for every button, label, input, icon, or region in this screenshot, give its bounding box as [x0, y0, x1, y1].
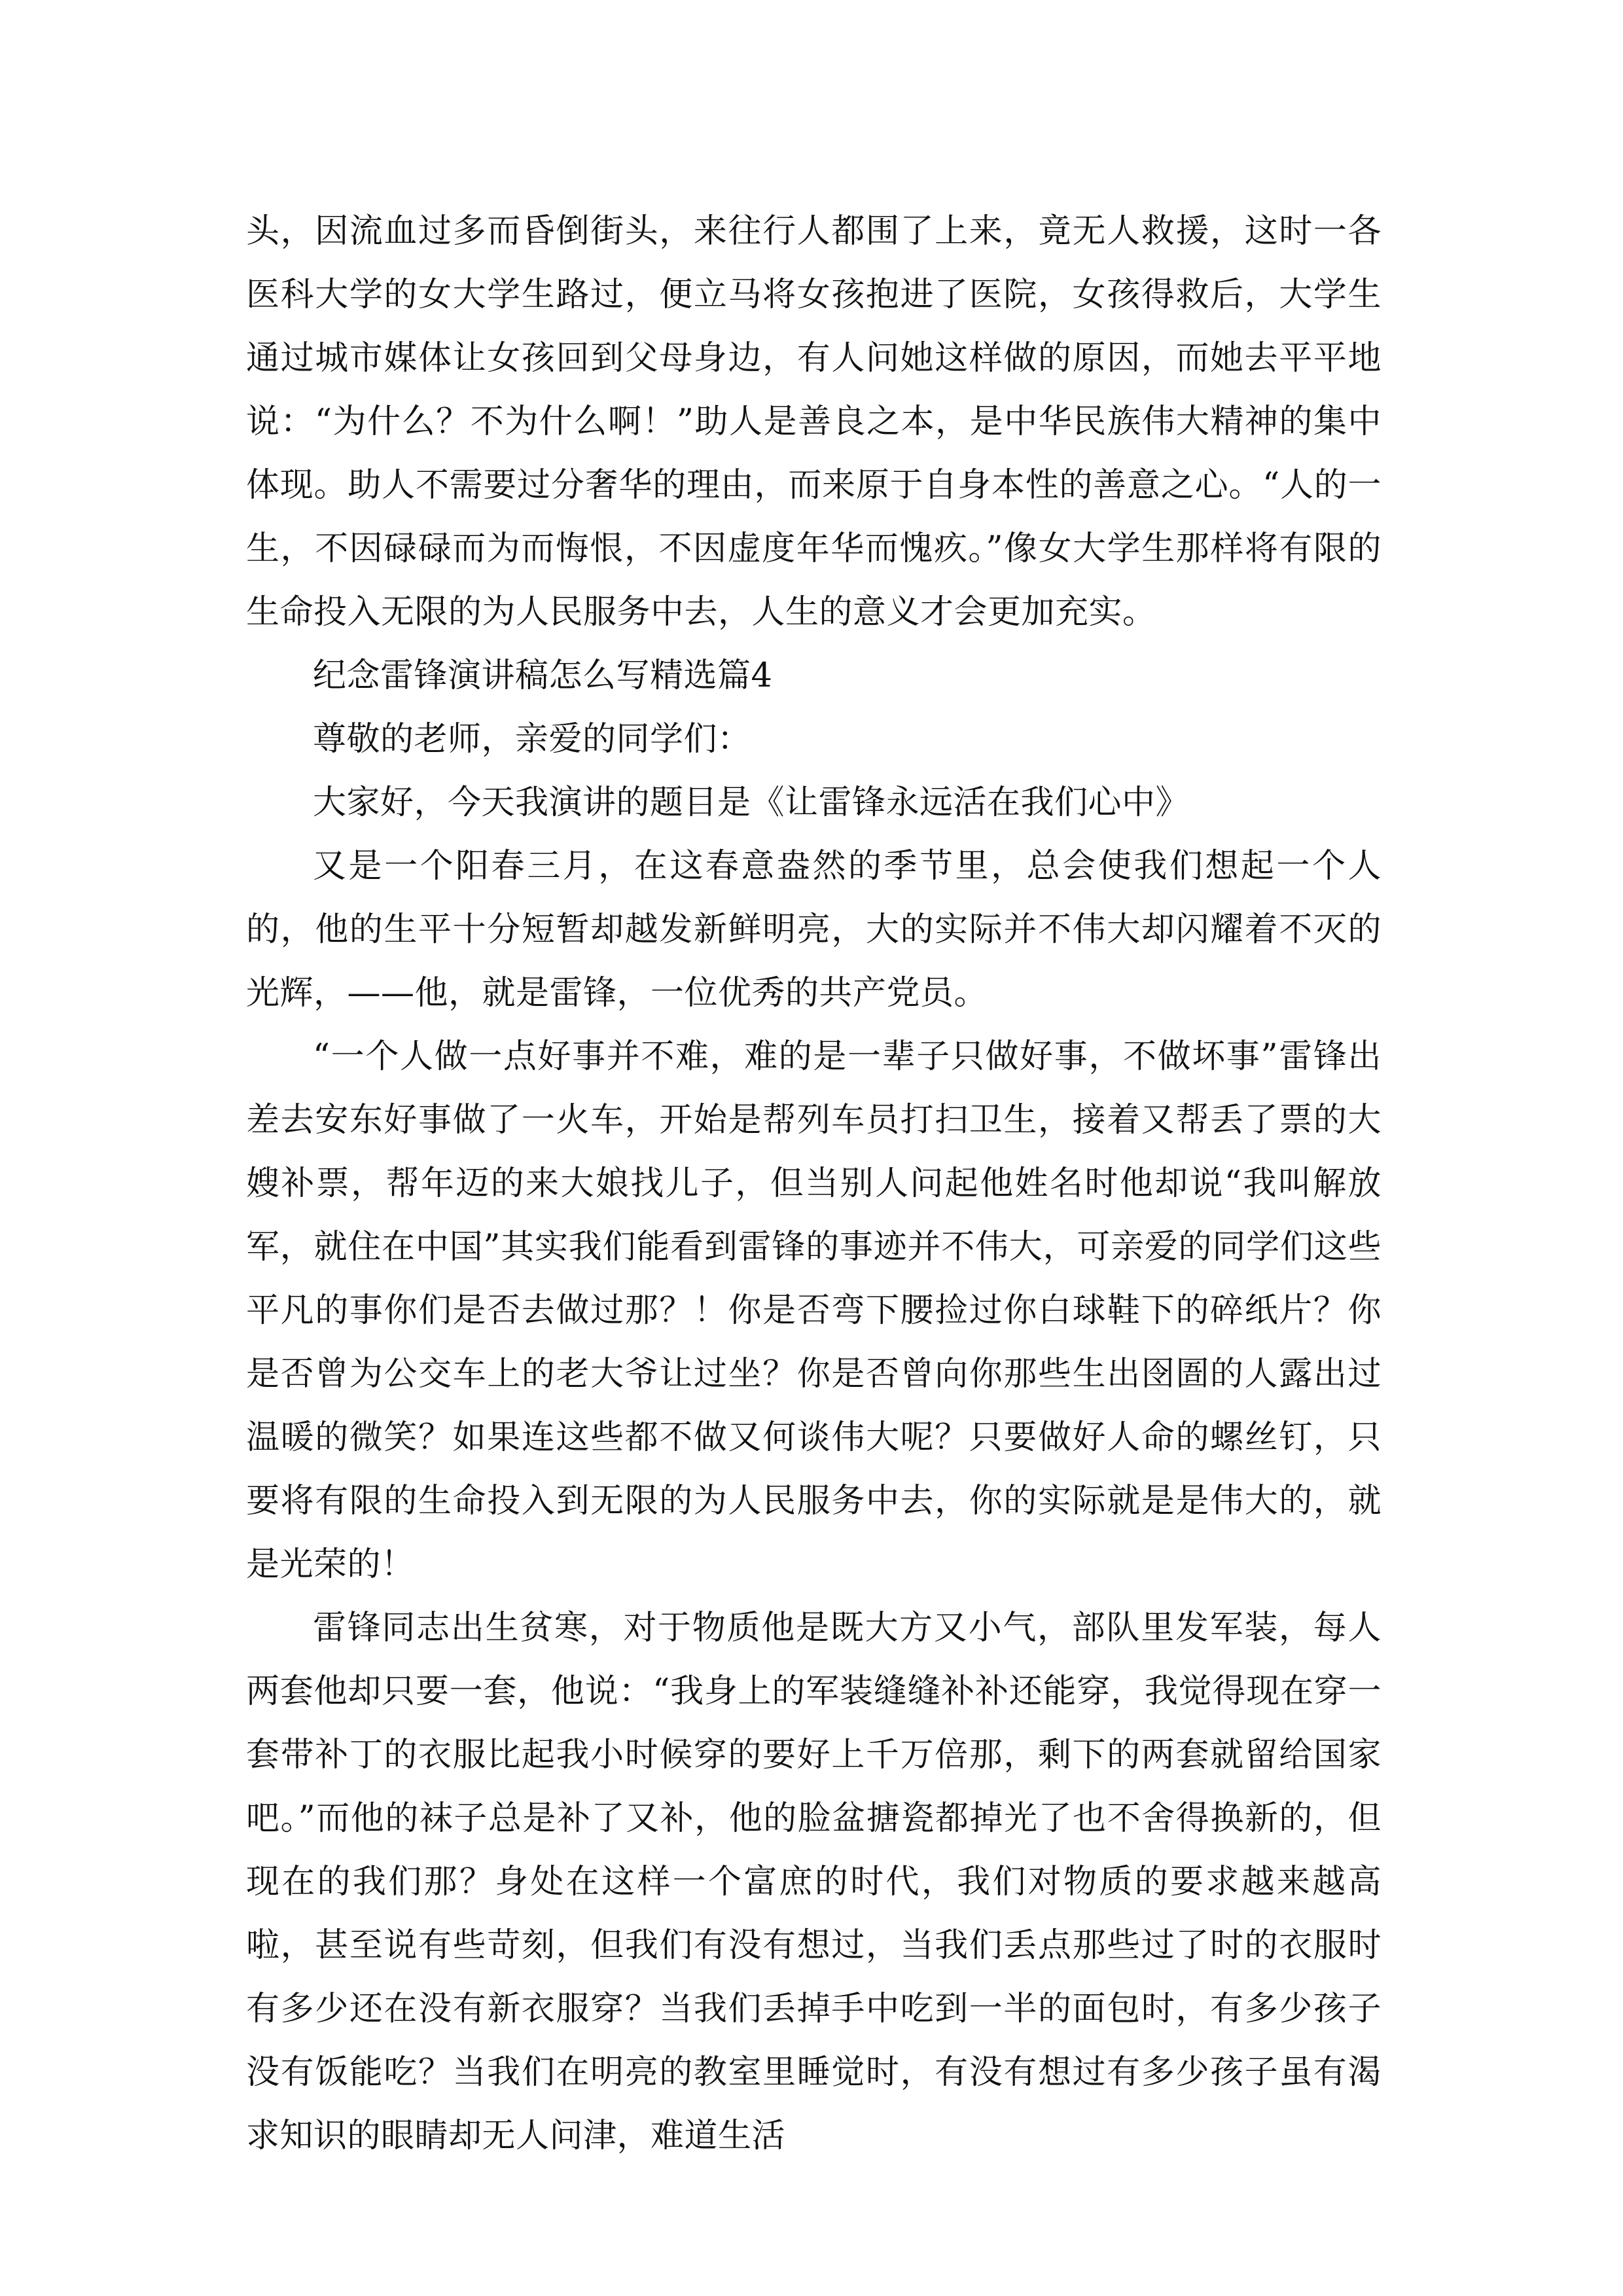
paragraph: “一个人做一点好事并不难，难的是一辈子只做好事，不做坏事”雷锋出差去安东好事做了一火车，开始是帮列车员打扫卫生，接着又帮丢了票的大嫂补票，帮年迈的来大娘找儿子，但当别人问起他姓名时他却说“我叫解放军，就住在中国”其实我们能看到雷锋的事迹并不伟大，可亲爱的同学们这些平凡的事你们是否去做过那？！你是否弯下腰捡过你白球鞋下的碎纸片？你是否曾为公交车上的老大爷让过坐？你是否曾向你那些生出囹圄的人露出过温暖的微笑？如果连这些都不做又何谈伟大呢？只要做好人命的螺丝钉，只要将有限的生命投入到无限的为人民服务中去，你的实际就是是伟大的，就是光荣的！ — [246, 1037, 1382, 1584]
speech-title-line: 大家好，今天我演讲的题目是《让雷锋永远活在我们心中》 — [313, 783, 1190, 822]
paragraph: 雷锋同志出生贫寒，对于物质他是既大方又小气，部队里发军装，每人两套他却只要一套，他说：“我身上的军装缝缝补补还能穿，我觉得现在穿一套带补丁的衣服比起我小时候穿的要好上千万倍那，剩下的两套就留给国家吧。”而他的袜子总是补了又补，他的脸盆搪瓷都掉光了也不舍得换新的，但现在的我们那？身处在这样一个富庶的时代，我们对物质的要求越来越高啦，甚至说有些苛刻，但我们有没有想过，当我们丢点那些过了时的衣服时有多少还在没有新衣服穿？当我们丢掉手中吃到一半的面包时，有多少孩子没有饭能吃？当我们在明亮的教室里睡觉时，有没有想过有多少孩子虽有渴求知识的眼睛却无人问津，难道生活 — [246, 1609, 1382, 2155]
paragraph: 又是一个阳春三月，在这春意盎然的季节里，总会使我们想起一个人的，他的生平十分短暂却越发新鲜明亮，大的实际并不伟大却闪耀着不灭的光辉，——他，就是雷锋，一位优秀的共产党员。 — [246, 847, 1382, 1013]
section-heading: 纪念雷锋演讲稿怎么写精选篇4 — [313, 656, 773, 695]
paragraph-continuation: 头，因流血过多而昏倒街头，来往行人都围了上来，竟无人救援，这时一各医科大学的女大学生路过，便立马将女孩抱进了医院，女孩得救后，大学生通过城市媒体让女孩回到父母身边，有人问她这样做的原因，而她去平平地说：“为什么？不为什么啊！”助人是善良之本，是中华民族伟大精神的集中体现。助人不需要过分奢华的理由，而来原于自身本性的善意之心。“人的一生，不因碌碌而为而悔恨，不因虚度年华而愧疚。”像女大学生那样将有限的生命投入无限的为人民服务中去，人生的意义才会更加充实。 — [246, 212, 1382, 632]
document-body — [246, 200, 1382, 2168]
salutation: 尊敬的老师，亲爱的同学们： — [313, 720, 751, 759]
